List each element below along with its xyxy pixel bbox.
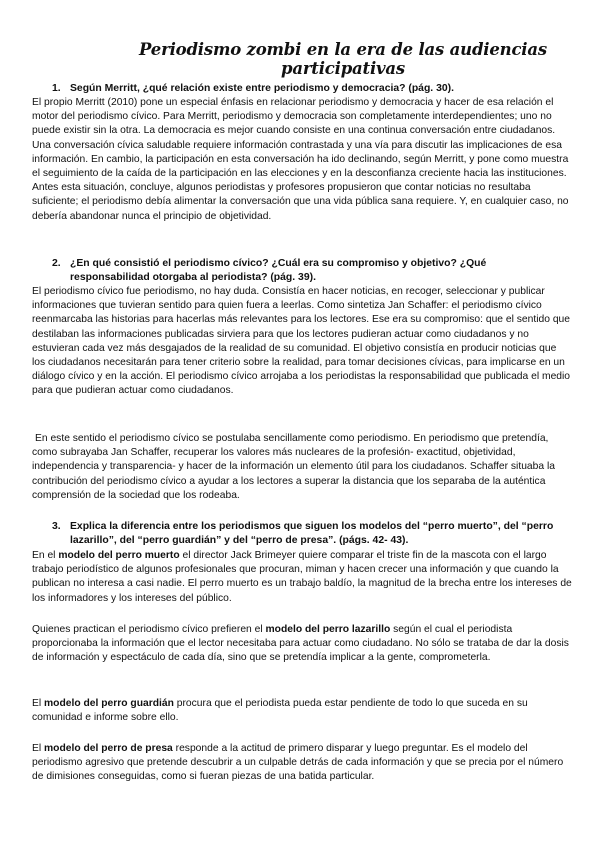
paragraph-text: según el cual el periodista proporcionaba la información que el lector necesitaba para actuar como ciudadano. No sólo se trataba de dar la dosis de información y espectáculo de cada día, sino que se pretendía implicar a la gente, comprometerla.: [32, 624, 569, 664]
model-name: modelo del perro guardián: [44, 698, 174, 709]
answer-2-paragraph-1: El periodismo cívico fue periodismo, no hay duda. Consistía en hacer noticias, en recoger, seleccionar y publicar informaciones que tuvieran sentido para quien fuera a leerlas. Como sintetiza Jan Schaffer: el periodismo cívico reenmarcaba las historias para hacerlas más relevantes para los lectores. Ese era su compromiso: que el sentido que destilaban las informaciones publicadas sirviera para que los lectores pudieran actuar como ciudadanos y no estuvieran cada vez más desgajados de la realidad de su comunidad. El objetivo consistía en producir noticias que los ciudadanos necesitarán para tener criterio sobre la realidad, para tomar decisiones cívicas, para implicarse en un diálogo cívico y en la acción. El periodismo cívico arrojaba a los periodistas la responsabilidad que publicada el medio para que pudieran actuar como ciudadanos.: [32, 286, 571, 397]
paragraph-text: responde a la actitud de primero disparar y luego preguntar. Es el modelo del periodismo agresivo que pretende descubrir a un culpable detrás de cada información y que se precia por el número de dimisiones conseguidas, como si fueran piezas de una batida particular.: [32, 743, 564, 783]
answer-2-paragraph-2: En este sentido el periodismo cívico se postulaba sencillamente como periodismo. En periodismo que pretendía, como subrayaba Jan Schaffer, recuperar los valores más nucleares de la profesión- exactitud, objetividad, independencia y transparencia- y hacer de la información un elemento útil para los ciudadanos. Schaffer situaba la contribución del periodismo cívico a ayudar a los lectores a superar la distancia que los separaba de la auténtica comprensión de la sociedad que los rodeaba.: [32, 433, 555, 501]
answer-1-paragraph-1: El propio Merritt (2010) pone un especial énfasis en relacionar periodismo y democracia y hacer de esa relación el motor del periodismo cívico. Para Merritt, periodismo y democracia son completamente interdependientes; uno no puede existir sin la otra. La democracia es mejor cuando consiste en una continua conversación entre ciudadanos. Una conversación cívica saludable requiere información contrastada y una vía para discutir las implicaciones de esa información. En cambio, la participación en esta conversación ha ido declinando, según Merritt, y pone como muestra el seguimiento de la caída de la participación en las elecciones y en la desconfianza creciente hacia las instituciones. Antes esta situación, concluye, algunos periodistas y profesores propusieron que contar noticias no resultaba suficiente; el periodismo debía alimentar la conversación que una vida pública sana requiere. Y, en cualquier caso, no debería abandonar nunca el principio de objetividad.: [32, 97, 569, 222]
question-number: 3.: [52, 521, 61, 532]
answer-3-paragraph-3: [32, 697, 572, 725]
paragraph-text: El: [32, 743, 45, 754]
answer-3-paragraph-4: [32, 742, 572, 785]
question-text: Explica la diferencia entre los periodismos que siguen los modelos del “perro muerto”, del “perro lazarillo”, del “perro guardián” y del “perro de presa”. (págs. 42- 43).: [70, 521, 554, 546]
question-text: Según Merritt, ¿qué relación existe entre periodismo y democracia? (pág. 30).: [70, 83, 454, 94]
model-name: modelo del perro muerto: [58, 550, 180, 561]
question-1: [52, 82, 562, 96]
question-2: [52, 257, 562, 285]
paragraph-text: el director Jack Brimeyer quiere comparar el triste fin de la mascota con el largo trabajo periodístico de algunos profesionales que procuran, miman y hacen crecer una información y que cuando la publican no interesa a casi nadie. El perro muerto es un trabajo baldío, la magnitud de la brecha entre los intereses de los informadores y los intereses del público.: [32, 550, 572, 604]
paragraph-text: En el: [32, 550, 59, 561]
answer-3-paragraph-1: [32, 549, 572, 606]
question-number: 1.: [52, 83, 61, 94]
question-3: [52, 520, 562, 548]
answer-3-paragraph-2: [32, 623, 572, 666]
paragraph-text: El: [32, 698, 45, 709]
question-number: 2.: [52, 258, 61, 269]
model-name: modelo del perro lazarillo: [265, 624, 391, 635]
document-title: Periodismo zombi en la era de las audiencias participativas: [139, 40, 547, 78]
paragraph-text: Quienes practican el periodismo cívico prefieren el: [32, 624, 266, 635]
model-name: modelo del perro de presa: [44, 743, 173, 754]
question-text: ¿En qué consistió el periodismo cívico? ¿Cuál era su compromiso y objetivo? ¿Qué responsabilidad otorgaba al periodista? (pág. 39).: [70, 258, 487, 283]
paragraph-text: procura que el periodista pueda estar pendiente de todo lo que suceda en su comunidad e informe sobre ello.: [32, 698, 528, 724]
